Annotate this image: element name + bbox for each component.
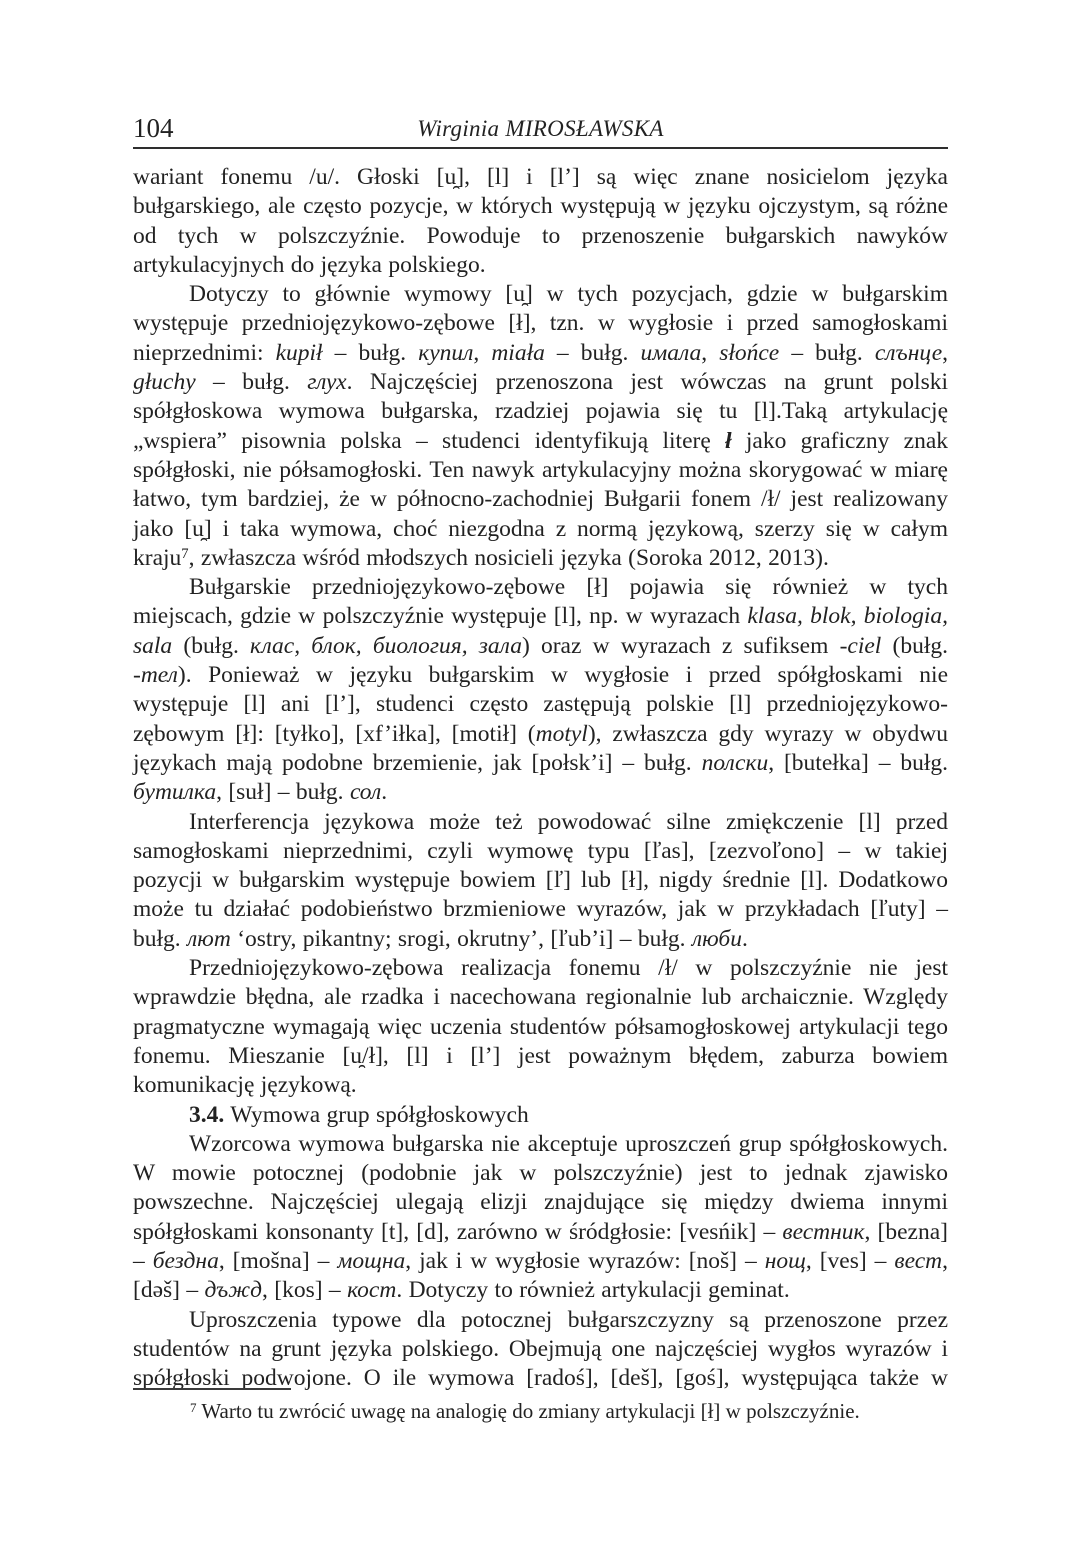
- text-run: ,: [701, 339, 720, 366]
- running-header-title: Wirginia MIROSŁAWSKA: [417, 116, 664, 141]
- running-header: [133, 112, 948, 146]
- text-run: Warto tu zwrócić uwagę na analogię do zmiany artykulacji [ł] w polszczyźnie.: [196, 1399, 860, 1423]
- text-run: дъжд: [204, 1277, 263, 1304]
- text-run: .: [381, 779, 388, 806]
- body-paragraph: [133, 808, 948, 954]
- text-run: сол: [349, 779, 382, 806]
- text-run: бутилка: [133, 779, 217, 806]
- text-run: , [mošna] –: [218, 1247, 338, 1274]
- text-run: jako graficzny znak spółgłoski, nie półsamogłoski. Ten nawyk artykulacyjny można skorygować w miarę łatwo, tym bardziej, że w północno-zachodniej Bułgarii fonem /ł/ jest realizowany jako [u̯] i taka wymowa, choć niezgodna z normą językową, szerzy się w całym kraju: [133, 427, 948, 571]
- text-run: Przedniojęzykowo-zębowa realizacja fonemu /ł/ w polszczyźnie nie jest wprawdzie błędna, ale rzadka i nacechowana regionalnie lub archaicznie. Względy pragmatyczne wymagają więc uczenia studentów półsamogłoskowej artykulacji tego fonemu. Mieszanie [u̯/ł], [l] i [lʼ] jest poważnym błędem, zaburza bowiem komunikację językową.: [133, 955, 948, 1099]
- text-run: ‘ostry, pikantny; srogi, okrutny’, [ľub’i] – bułg.: [230, 925, 692, 952]
- text-run: . Najczęściej przenoszona jest wówczas na grunt polski spółgłoskowa wymowa bułgarska, rzadziej pojawia się tu [l].Taką artykulację „wspiera” pisownia polska – studenci identyfikują literę: [133, 369, 949, 454]
- text-run: -тел: [133, 662, 178, 689]
- text-run: (bułg.: [881, 632, 948, 659]
- text-run: ,: [942, 339, 949, 366]
- text-run: 3.4.: [189, 1101, 225, 1128]
- text-run: . Dotyczy to również artykulacji geminat.: [396, 1277, 790, 1304]
- text-run: слънце: [874, 339, 943, 366]
- text-run: ) oraz w wyrazach z sufiksem: [521, 632, 840, 659]
- text-run: Dotyczy to głównie wymowy [u̯] w tych pozycjach, gdzie w bułgarskim występuje przedniojęzykowo-zębowe [ł], tzn. w wygłosie i przed samogłoskami nieprzednimi:: [133, 281, 948, 366]
- text-run: (bułg.: [172, 632, 251, 659]
- text-run: , [suł] – bułg.: [216, 779, 350, 806]
- text-run: Bułgarskie przedniojęzykowo-zębowe [ł] pojawia się również w tych miejscach, gdzie w polszczyźnie występuje [l], np. w wyrazach: [133, 574, 948, 630]
- text-run: -ciel: [839, 632, 882, 659]
- text-run: люби: [691, 925, 742, 952]
- text-run: , [ves] –: [805, 1247, 895, 1274]
- text-run: Interferencja językowa może też powodować silne zmiękczenie [l] przed samogłoskami nieprzednimi, czyli wymowę typu [ľas], [zezvoľono] – w takiej pozycji w bułgarskim występuje bowiem [ľ] lub [ł], nigdy średnie [l]. Dodatkowo może tu działać podobieństwo brzmieniowe wyrazów, jak w przykładach [ľuty] – bułg.: [133, 808, 948, 952]
- text-run: , [dəš] –: [133, 1247, 948, 1304]
- header-rule: [133, 147, 948, 149]
- text-run: ł: [725, 427, 732, 454]
- text-run: ), zwłaszcza gdy wyrazy w obydwu językach mają podobne brzemienie, jak [połsk’i] – bułg.: [133, 720, 948, 776]
- text-run: имала: [640, 339, 702, 366]
- text-run: клас, блок, биология, зала: [250, 632, 522, 659]
- text-run: wariant fonemu /u/. Głoski [u̯], [l] i [lʼ] są więc znane nosicielom języka bułgarskiego, ale często pozycje, w których występują w języku ojczystym, są różne od tych w polszczyźnie. Powoduje to przenoszenie bułgarskich nawyków artykulacyjnych do języka polskiego.: [133, 164, 948, 278]
- body-paragraph: [133, 280, 948, 573]
- page-number: 104: [133, 113, 174, 143]
- text-run: ). Ponieważ w języku bułgarskim w wygłosie i przed spółgłoskami nie występuje [l] ani [lʼ], studenci często zastępują polskie [l] przedniojęzykowo-zębowym [ł]: [tyłko], [xf’iłka], [motił] (: [133, 662, 948, 747]
- body-paragraph: [133, 1306, 948, 1394]
- text-run: 7: [181, 545, 189, 562]
- text-run: , jak i w wygłosie wyrazów: [noš] –: [405, 1247, 765, 1274]
- text-run: мощна: [337, 1247, 406, 1274]
- text-run: głuchy: [133, 369, 196, 396]
- text-run: Uproszczenia typowe dla potocznej bułgarszczyzny są przenoszone przez studentów na grunt języka polskiego. Obejmują one najczęściej wygłos wyrazów i spółgłoski podwojone. O ile wymowa [radoś], [deš], [goś], występująca także w: [133, 1306, 948, 1392]
- text-run: вест: [894, 1247, 943, 1274]
- text-run: купил: [418, 339, 474, 366]
- footnote-rule: [133, 1388, 291, 1390]
- text-run: кост: [347, 1277, 397, 1304]
- text-run: słońce: [719, 339, 780, 366]
- body-paragraph: [133, 163, 948, 280]
- text-run: вестник: [782, 1218, 865, 1245]
- text-run: – bułg.: [322, 339, 419, 366]
- body-paragraph: [133, 573, 948, 807]
- text-run: бездна: [152, 1247, 219, 1274]
- text-run: Wymowa grup spółgłoskowych: [224, 1101, 529, 1128]
- footnote: [133, 1388, 948, 1424]
- text-run: полски: [701, 749, 769, 776]
- text-run: нощ: [764, 1247, 806, 1274]
- text-run: лют: [187, 925, 231, 952]
- text-run: klasa, blok, biologia, sala: [133, 603, 948, 659]
- section-heading: [133, 1101, 948, 1130]
- footnote-text: [133, 1398, 948, 1424]
- text-run: .: [742, 925, 748, 952]
- text-column: [133, 112, 948, 1393]
- text-run: motyl: [535, 720, 588, 747]
- body-paragraph: [133, 954, 948, 1100]
- text-run: , [butełka] – bułg.: [768, 749, 948, 776]
- text-run: , [bezna] –: [133, 1218, 948, 1274]
- text-run: Wzorcowa wymowa bułgarska nie akceptuje uproszczeń grup spółgłoskowych. W mowie potocznej (podobnie jak w polszczyźnie) jest to jednak zjawisko powszechne. Najczęściej ulegają elizji znajdujące się między dwiema innymi spółgłoskami konsonanty [t], [d], zarówno w śródgłosie: [vesńik] –: [133, 1130, 948, 1245]
- text-run: 7: [190, 1399, 197, 1415]
- body-text: [133, 163, 948, 1393]
- text-run: ,: [473, 339, 492, 366]
- text-run: – bułg.: [779, 339, 875, 366]
- text-run: , [kos] –: [262, 1277, 348, 1304]
- text-run: глух: [307, 369, 347, 396]
- text-run: – bułg.: [195, 369, 308, 396]
- text-run: , zwłaszcza wśród młodszych nosicieli języka (Soroka 2012, 2013).: [188, 544, 829, 571]
- text-run: miała: [491, 339, 545, 366]
- text-run: kupił: [275, 339, 323, 366]
- body-paragraph: [133, 1130, 948, 1306]
- text-run: – bułg.: [544, 339, 641, 366]
